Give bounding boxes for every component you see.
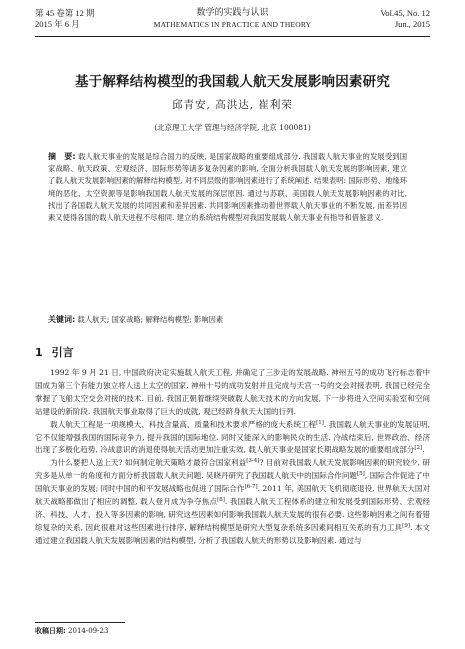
text-run: 载人航天工程是一项规模大、科技含量高、质量和技术要求严格的庞大系统工程 <box>50 419 317 429</box>
issue-info-en <box>380 8 430 30</box>
paragraph <box>35 419 430 458</box>
paragraph: 1992 年 9 月 21 日, 中国政府决定实施载人航天工程, 并确定了三步走的发展战略. 神州五号的成功飞行标志着中国成为第三个有能力独立将人送上太空的国家, 神州十号的成功发射并且完成与天宫一号的交会对接表明, 我国已经完全掌握了飞船太空交会对接的技术. 目前, 我国正朝着继续突破载人航天技术的方向发展, 下一步将进入空间实验室和空间站建设的新阶段. 我国航天事业取得了巨大的成就, 观已经跻身航天大国的行列. <box>35 368 430 416</box>
footnote-divider <box>35 622 125 623</box>
journal-name-en: MATHEMATICS IN PRACTICE AND THEORY <box>153 20 312 29</box>
received-date: 2014-09-23 <box>68 627 109 635</box>
header-divider <box>35 36 430 37</box>
section-heading <box>35 344 74 360</box>
received-date-label: 收稿日期: <box>35 627 66 635</box>
body-text <box>35 367 430 548</box>
citation: [6-7] <box>244 484 258 491</box>
citation: [1] <box>316 419 324 426</box>
text-run: . 本文通过建立我国载人航天发展影响因素的结构模型, 分析了我国载人航天的形势以及影响因素. 通过与 <box>35 522 430 545</box>
text-run: , 国际合作促进了中国航天事业的发展; 同时中国的和平发展战略也促进了国际合作 <box>35 471 430 494</box>
issue-date: 2015 年 6 月 <box>35 19 80 29</box>
issue-date-en: Jun., 2015 <box>394 19 430 29</box>
text-run: . 我国载人航天工程体系的建立和发展受到国际形势、宏观经济、科技、人才、投入等多因素的影响, 研究这些因素如何影响我国载人航天发展的很有必要. 这些影响因素之间有着错综复杂的关系, 因此很难对这些因素进行排序, 解释结构模型是研究大型复杂系统多因素间相互关系的有力工具 <box>35 497 430 532</box>
section-title: 引言 <box>51 346 74 359</box>
keywords-label: 关键词: <box>48 315 76 324</box>
text-run: . 2011 年, 美国航天飞机彻底退役, 世界航天大国对航天战略都做出了相应的调整, 载人登月成为争夺焦点 <box>35 484 431 507</box>
text-run: . 我国载人航天事业的发展证明, 它不仅能增强我国的国际竞争力, 提升我国的国际地位. 同时又能深入的影响民众的生活. 冷战结束后, 世界政治、经济出现了多极化趋势, 冷战意识的消退使得航天活动更加注重实效, 载人航天事业是国家长期战略发展的重要组成部分 <box>35 419 430 455</box>
text-run: . <box>422 445 425 455</box>
text-run: 为什么要把人送上天? 如何制定航天策略才最符合国家利益 <box>50 458 247 468</box>
citation: [5] <box>356 471 365 478</box>
author-affiliation: (北京理工大学 管理与经济学院, 北京 100081) <box>154 123 311 132</box>
journal-name-zh: 数学的实践与认识 <box>196 8 269 18</box>
section-number: 1 <box>35 346 43 359</box>
text-run: ? 目前对我国载人航天发展影响因素的研究较少, 研究多是从单一的角度和方面分析我国载人航天问题. 吴晓丹研究了我国载人航天中的国际合作问题 <box>35 458 431 481</box>
paper-title: 基于解释结构模型的我国载人航天发展影响因素研究 <box>74 74 391 90</box>
citation: [9] <box>402 522 410 529</box>
keywords-text: 载人航天; 国家战略; 解释结构模型; 影响因素 <box>77 315 224 324</box>
citation: [3-4] <box>246 458 260 465</box>
keywords <box>48 314 407 326</box>
paragraph <box>35 457 430 547</box>
citation: [8] <box>217 497 225 504</box>
footnote <box>35 626 108 636</box>
abstract-text: 载人航天事业的发展是综合国力的反映, 是国家战略的重要组成部分. 我国载人航天事业的发展受到国家战略、航天政策、宏观经济、国际形势等诸多复杂因素的影响, 全面分析我国载人航天发展的影响因素, 建立了载人航天发展影响因素的解释结构模型, 对不同层级的影响因素进行了系统阐述. 结果表明: 国际形势、地缘环境的恶化、太空资源等是影响我国载人航天发展的深层原因. 通过与苏联、美国载人航天发展影响因素的对比, 找出了各国载人航天发展的共同因素和差异因素. 共同影响因素推动着世界载人航天事业的不断发展, 而差异因素又使得各国的载人航天进程不尽相同. 建立的系统结构模型对我国发展载人航天事业有指导和借鉴意义. <box>48 152 408 223</box>
volume-issue: 第 45 卷第 12 期 <box>35 8 95 18</box>
abstract <box>48 151 407 224</box>
paper-authors: 邱青安, 高洪达, 崔利荣 <box>172 99 293 111</box>
volume-issue-en: Vol.45, No. 12 <box>380 8 430 18</box>
abstract-label: 摘 要: <box>48 152 76 161</box>
running-header <box>35 8 430 38</box>
citation: [2] <box>414 445 423 452</box>
journal-name <box>35 8 430 30</box>
